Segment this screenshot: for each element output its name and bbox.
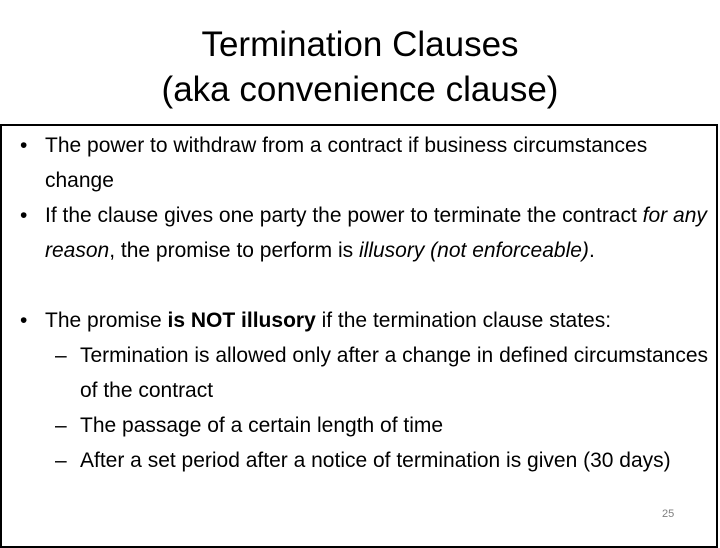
bullet-emphasis: illusory (not enforceable) bbox=[358, 239, 589, 262]
sub-bullet-item bbox=[20, 338, 710, 408]
page-number: 25 bbox=[662, 508, 675, 520]
bullet-text: . bbox=[588, 239, 595, 262]
slide-title bbox=[0, 22, 720, 112]
bullet-item bbox=[20, 198, 710, 268]
bullet-item bbox=[20, 128, 710, 198]
bullet-strong: is NOT illusory bbox=[167, 309, 316, 332]
bullet-item bbox=[20, 303, 710, 338]
bullet-text: If the clause gives one party the power to terminate the contract bbox=[45, 204, 643, 227]
bullet-list bbox=[20, 128, 710, 478]
sub-bullet-item bbox=[20, 408, 710, 443]
title-line-1: Termination Clauses bbox=[201, 25, 519, 64]
bullet-emphasis: for any reason bbox=[45, 204, 707, 262]
bullet-text: The power to withdraw from a contract if business circumstances change bbox=[45, 134, 648, 192]
bullet-text: The promise bbox=[45, 309, 168, 332]
sub-bullet-text: After a set period after a notice of termination is given (30 days) bbox=[80, 449, 671, 472]
spacer bbox=[20, 268, 710, 303]
sub-bullet-text: The passage of a certain length of time bbox=[80, 414, 444, 437]
title-line-2: (aka convenience clause) bbox=[161, 70, 559, 109]
sub-bullet-text: Termination is allowed only after a change in defined circumstances of the contract bbox=[80, 344, 709, 402]
bullet-text: , the promise to perform is bbox=[109, 239, 359, 262]
bullet-text: if the termination clause states: bbox=[315, 309, 612, 332]
sub-bullet-item bbox=[20, 443, 710, 478]
